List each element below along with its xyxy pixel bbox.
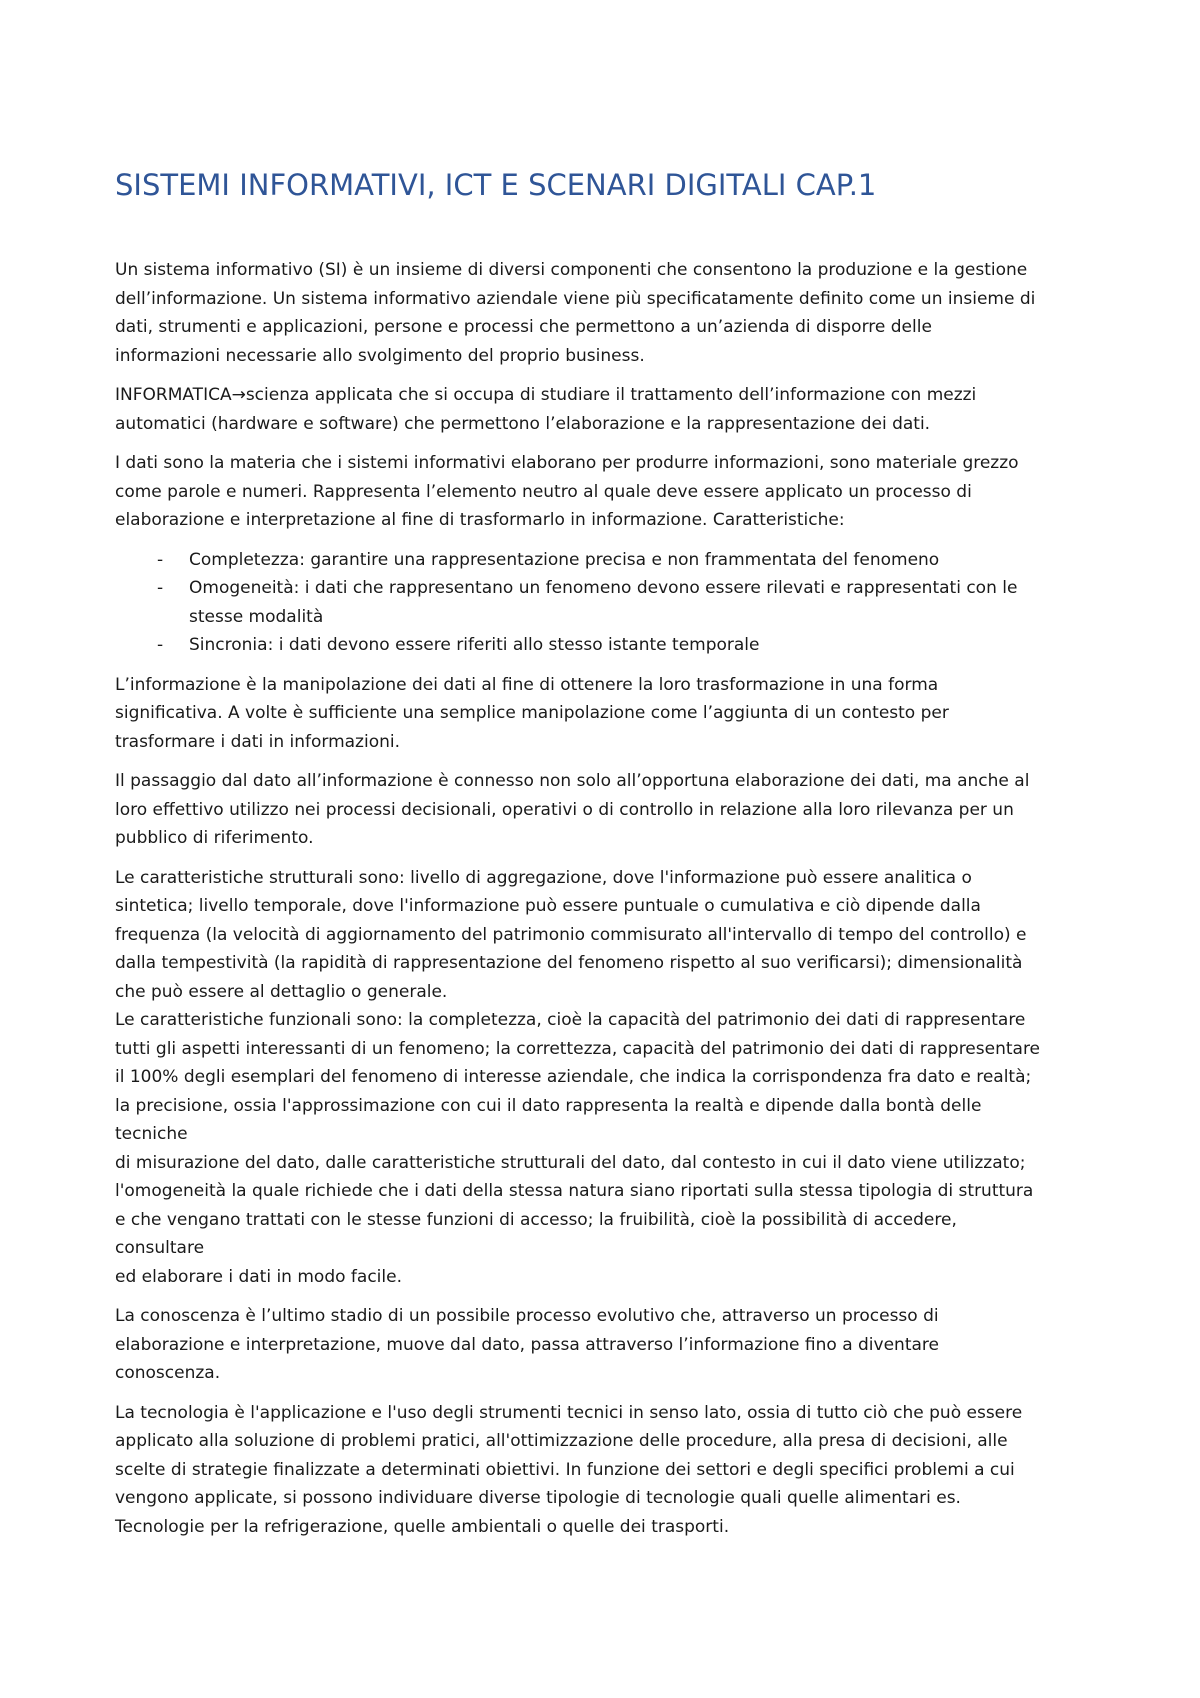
list-item (115, 546, 1090, 575)
text-line: vengono applicate, si possono individuare diverse tipologie di tecnologie quali quelle alimentari es. (115, 1488, 961, 1508)
document-body (115, 256, 1090, 1552)
text-line: L’informazione è la manipolazione dei dati al fine di ottenere la loro trasformazione in una forma (115, 674, 939, 695)
text-line: l'omogeneità la quale richiede che i dati della stessa natura siano riportati sulla stessa tipologia di struttura (115, 1181, 1034, 1201)
text-line: I dati sono la materia che i sistemi informativi elaborano per produrre informazioni, sono materiale grezzo (115, 453, 1019, 473)
text-line: stesse modalità (189, 606, 324, 627)
characteristics-list (115, 546, 1090, 660)
text-line: loro effettivo utilizzo nei processi decisionali, operativi o di controllo in relazione alla loro rilevanza per un (115, 799, 1014, 820)
paragraph-informazione (115, 671, 1090, 757)
text-line: dalla tempestività (la rapidità di rappresentazione del fenomeno rispetto al suo verificarsi); dimensionalità (115, 953, 1023, 973)
text-line: Le caratteristiche funzionali sono: la completezza, cioè la capacità del patrimonio dei dati di rappresentare (115, 1010, 1026, 1030)
text-line: consultare (115, 1238, 205, 1258)
list-item (115, 631, 1090, 660)
text-line: trasformare i dati in informazioni. (115, 731, 400, 752)
text-line: significativa. A volte è sufficiente una semplice manipolazione come l’aggiunta di un contesto per (115, 703, 949, 723)
text-line: La conoscenza è l’ultimo stadio di un possibile processo evolutivo che, attraverso un processo di (115, 1306, 939, 1326)
text-line: Le caratteristiche strutturali sono: livello di aggregazione, dove l'informazione può essere analitica o (115, 867, 972, 888)
text-line: di misurazione del dato, dalle caratteristiche strutturali del dato, dal contesto in cui il dato viene utilizzato; (115, 1152, 1026, 1173)
text-line: come parole e numeri. Rappresenta l’elemento neutro al quale deve essere applicato un processo di (115, 481, 972, 502)
text-line: tutti gli aspetti interessanti di un fenomeno; la correttezza, capacità del patrimonio dei dati di rappresentare (115, 1038, 1041, 1059)
text-line: Tecnologie per la refrigerazione, quelle ambientali o quelle dei trasporti. (115, 1516, 730, 1537)
text-line: applicato alla soluzione di problemi pratici, all'ottimizzazione delle procedure, alla presa di decisioni, alle (115, 1431, 1008, 1451)
text-line: il 100% degli esemplari del fenomeno di interesse aziendale, che indica la corrispondenza fra dato e realtà; (115, 1067, 1032, 1087)
paragraph-informatica (115, 381, 1090, 438)
text-line: INFORMATICA→scienza applicata che si occupa di studiare il trattamento dell’informazione con mezzi (115, 385, 977, 405)
list-item (115, 574, 1090, 631)
text-line: dell’informazione. Un sistema informativo aziendale viene più specificatamente definito come un insieme di (115, 288, 1036, 309)
text-line: scelte di strategie finalizzate a determinati obiettivi. In funzione dei settori e degli specifici problemi a cui (115, 1459, 1015, 1480)
text-line: dati, strumenti e applicazioni, persone e processi che permettono a un’azienda di disporre delle (115, 317, 932, 337)
paragraph-sistema-informativo (115, 256, 1090, 370)
text-line: Omogeneità: i dati che rappresentano un fenomeno devono essere rilevati e rappresentati con le (189, 578, 1018, 598)
text-line: pubblico di riferimento. (115, 828, 314, 848)
bullet-dash: - (157, 549, 164, 570)
text-line: Il passaggio dal dato all’informazione è connesso non solo all’opportuna elaborazione dei dati, ma anche al (115, 771, 1030, 791)
text-line: frequenza (la velocità di aggiornamento del patrimonio commisurato all'intervallo di tempo del controllo) e (115, 924, 1027, 945)
text-line: Sincronia: i dati devono essere riferiti allo stesso istante temporale (189, 635, 760, 655)
bullet-dash: - (157, 635, 164, 655)
text-line: la precisione, ossia l'approssimazione con cui il dato rappresenta la realtà e dipende dalla bontà delle (115, 1095, 982, 1116)
text-line: informazioni necessarie allo svolgimento del proprio business. (115, 345, 645, 366)
paragraph-caratteristiche-strutturali (115, 864, 1090, 1007)
paragraph-tecnologia (115, 1399, 1090, 1542)
text-line: e che vengano trattati con le stesse funzioni di accesso; la fruibilità, cioè la possibilità di accedere, (115, 1209, 957, 1230)
text-line: che può essere al dettaglio o generale. (115, 981, 448, 1002)
text-line: La tecnologia è l'applicazione e l'uso degli strumenti tecnici in senso lato, ossia di tutto ciò che può essere (115, 1402, 1023, 1423)
text-line: elaborazione e interpretazione, muove dal dato, passa attraverso l’informazione fino a diventare (115, 1334, 939, 1355)
text-line: automatici (hardware e software) che permettono l’elaborazione e la rappresentazione dei dati. (115, 413, 931, 434)
paragraph-passaggio (115, 767, 1090, 853)
text-line: Completezza: garantire una rappresentazione precisa e non frammentata del fenomeno (189, 549, 940, 570)
paragraph-dati (115, 449, 1090, 535)
text-line: Un sistema informativo (SI) è un insieme di diversi componenti che consentono la produzione e la gestione (115, 260, 1028, 280)
text-line: tecniche (115, 1124, 188, 1144)
text-line: conoscenza. (115, 1363, 221, 1383)
bullet-dash: - (157, 578, 164, 598)
text-line: ed elaborare i dati in modo facile. (115, 1266, 402, 1287)
document-title: SISTEMI INFORMATIVI, ICT E SCENARI DIGITALI CAP.1 (115, 168, 877, 202)
paragraph-caratteristiche-funzionali (115, 1006, 1090, 1291)
text-line: elaborazione e interpretazione al fine di trasformarlo in informazione. Caratteristiche: (115, 510, 845, 530)
paragraph-conoscenza (115, 1302, 1090, 1388)
text-line: sintetica; livello temporale, dove l'informazione può essere puntuale o cumulativa e ciò dipende dalla (115, 896, 981, 916)
